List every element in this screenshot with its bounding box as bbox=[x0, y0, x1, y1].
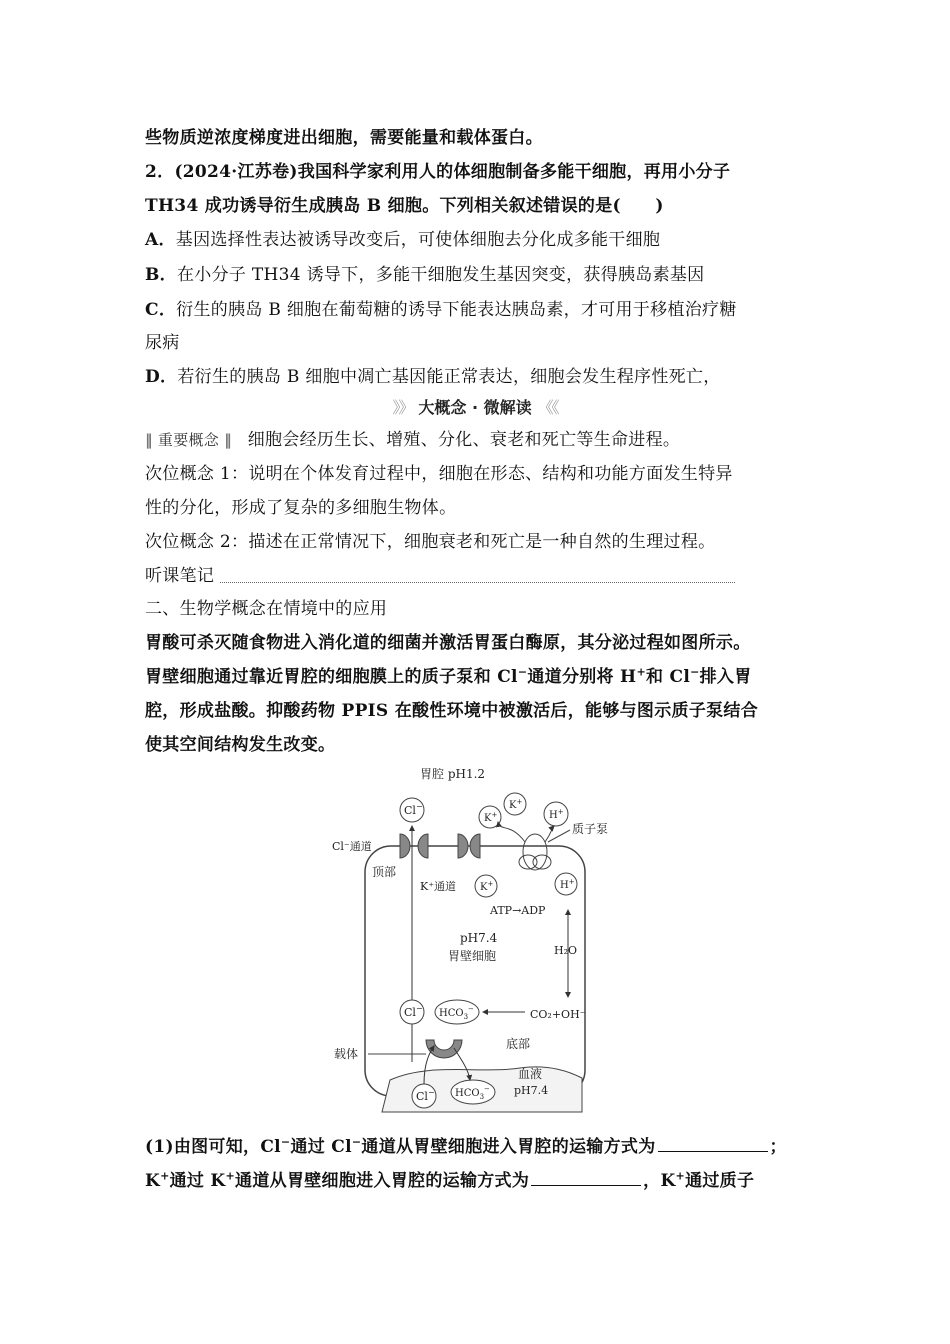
carrier-protein bbox=[426, 1040, 462, 1058]
important-concept bbox=[145, 428, 680, 452]
option-text: 基因选择性表达被诱导改变后，可使体细胞去分化成多能干细胞 bbox=[175, 230, 661, 250]
bicarbonate-label: $HCO_3^-$ bbox=[439, 1005, 474, 1021]
option-text: 衍生的胰岛 B 细胞在葡萄糖的诱导下能表达胰岛素，才可用于移植治疗糖 bbox=[176, 300, 737, 320]
option-text: 尿病 bbox=[145, 333, 180, 353]
basal-label: 底部 bbox=[506, 1037, 531, 1051]
chloride-ion-label: Cl− bbox=[404, 1004, 423, 1019]
carrier-label: 载体 bbox=[334, 1047, 359, 1061]
question-2-stem-line2: TH34 成功诱导衍生成胰岛 B 细胞。下列相关叙述错误的是( ) bbox=[145, 196, 664, 216]
cl-channel-left-half bbox=[400, 834, 410, 858]
concept-main: 细胞会经历生长、增殖、分化、衰老和死亡等生命进程。 bbox=[247, 430, 681, 450]
atp-adp-label: ATP→ADP bbox=[490, 904, 546, 917]
cl-channel-label: Cl⁻通道 bbox=[332, 840, 372, 853]
option-d bbox=[145, 365, 721, 389]
option-text: 在小分子 TH34 诱导下，多能干细胞发生基因突变，获得胰岛素基因 bbox=[176, 265, 705, 285]
sub-concept-2-label: 次位概念 2： bbox=[145, 532, 249, 552]
question-1-line1: (1)由图可知，Cl−通过 Cl−通道从胃壁细胞进入胃腔的运输方式为 ； bbox=[145, 1133, 787, 1159]
sub-concept-2-text: 描述在正常情况下，细胞衰老和死亡是一种自然的生理过程。 bbox=[248, 532, 716, 552]
concept-tag: ‖ 重要概念 ‖ bbox=[145, 431, 232, 449]
section-banner bbox=[145, 395, 805, 421]
banner-left-arrow: 》》 bbox=[392, 398, 413, 417]
question-number: 2． bbox=[145, 162, 175, 182]
sub-concept-1-text: 说明在个体发育过程中，细胞在形态、结构和功能方面发生特异 bbox=[248, 464, 733, 484]
intro-tail: 些物质逆浓度梯度进出细胞，需要能量和载体蛋白。 bbox=[145, 128, 543, 148]
scenario-line1: 胃酸可杀灭随食物进入消化道的细菌并激活胃蛋白酶原，其分泌过程如图所示。 bbox=[145, 633, 751, 653]
blood-ph-label: pH7.4 bbox=[514, 1084, 549, 1097]
option-c-continued bbox=[145, 331, 180, 355]
question-source: (2024·江苏卷) bbox=[174, 162, 298, 182]
answer-blank-2[interactable] bbox=[531, 1167, 641, 1186]
option-text: 若衍生的胰岛 B 细胞中凋亡基因能正常表达，细胞会发生程序性死亡， bbox=[177, 367, 721, 387]
blood-label: 血液 bbox=[518, 1067, 543, 1081]
pump-entry-half bbox=[470, 834, 480, 858]
notes-writing-line[interactable] bbox=[220, 582, 735, 583]
apical-label: 顶部 bbox=[372, 865, 397, 879]
potassium-uptake-arrow bbox=[498, 822, 525, 842]
question-1-line2: K+通过 K+通道从胃壁细胞进入胃腔的运输方式为 ，K+通过质子 bbox=[145, 1167, 754, 1193]
option-label: A． bbox=[145, 230, 176, 250]
chloride-ion-label: Cl− bbox=[416, 1088, 435, 1103]
potassium-ion-label: K+ bbox=[480, 880, 494, 893]
option-b bbox=[145, 263, 704, 287]
k-channel-label: K⁺通道 bbox=[420, 880, 457, 893]
option-label: C． bbox=[145, 300, 177, 320]
sub-concept-1-continued: 性的分化，形成了复杂的多细胞生物体。 bbox=[145, 498, 457, 518]
lumen-label: 胃腔 pH1.2 bbox=[420, 767, 486, 781]
banner-title: 大概念 · 微解读 bbox=[418, 398, 532, 417]
option-a bbox=[145, 228, 660, 252]
option-c bbox=[145, 298, 737, 322]
potassium-ion-label: K+ bbox=[484, 811, 498, 824]
answer-blank-1[interactable] bbox=[658, 1133, 768, 1152]
question-2-stem-line1 bbox=[145, 160, 730, 184]
scenario-line2: 胃壁细胞通过靠近胃腔的细胞膜上的质子泵和 Cl−通道分别将 H+和 Cl−排入胃 bbox=[145, 665, 752, 687]
scenario-line3: 腔，形成盐酸。抑酸药物 PPIS 在酸性环境中被激活后，能够与图示质子泵结合 bbox=[145, 701, 759, 721]
potassium-ion-label: K+ bbox=[509, 798, 523, 811]
question-stem: 我国科学家利用人的体细胞制备多能干细胞，再用小分子 bbox=[297, 162, 731, 182]
sub-concept-1-label: 次位概念 1： bbox=[145, 464, 249, 484]
proton-pump-label: 质子泵 bbox=[572, 822, 609, 836]
bicarbonate-label: $HCO_3^-$ bbox=[455, 1085, 490, 1101]
scenario-line4: 使其空间结构发生改变。 bbox=[145, 735, 336, 755]
option-label: B． bbox=[145, 265, 177, 285]
water-label: H₂O bbox=[554, 944, 578, 957]
sub-concept-2 bbox=[145, 530, 715, 554]
section-2-heading: 二、生物学概念在情境中的应用 bbox=[145, 599, 388, 619]
notes-label: 听课笔记 bbox=[145, 566, 215, 586]
co2-oh-label: CO₂+OH⁻ bbox=[530, 1008, 586, 1021]
banner-right-arrow: 《《 bbox=[537, 398, 558, 417]
sub-concept-1 bbox=[145, 462, 733, 486]
chloride-ion-label: Cl− bbox=[404, 802, 423, 817]
proton-pump bbox=[523, 834, 547, 870]
k-channel-right-half bbox=[458, 834, 468, 858]
k-channel-left-half bbox=[418, 834, 428, 858]
cell-name-label: 胃壁细胞 bbox=[448, 949, 497, 963]
cell-ph-label: pH7.4 bbox=[460, 931, 498, 945]
hydrogen-ion-label: H+ bbox=[549, 808, 564, 821]
option-label: D． bbox=[145, 367, 178, 387]
hydrogen-ion-label: H+ bbox=[560, 878, 575, 891]
parietal-cell-diagram bbox=[320, 762, 630, 1117]
